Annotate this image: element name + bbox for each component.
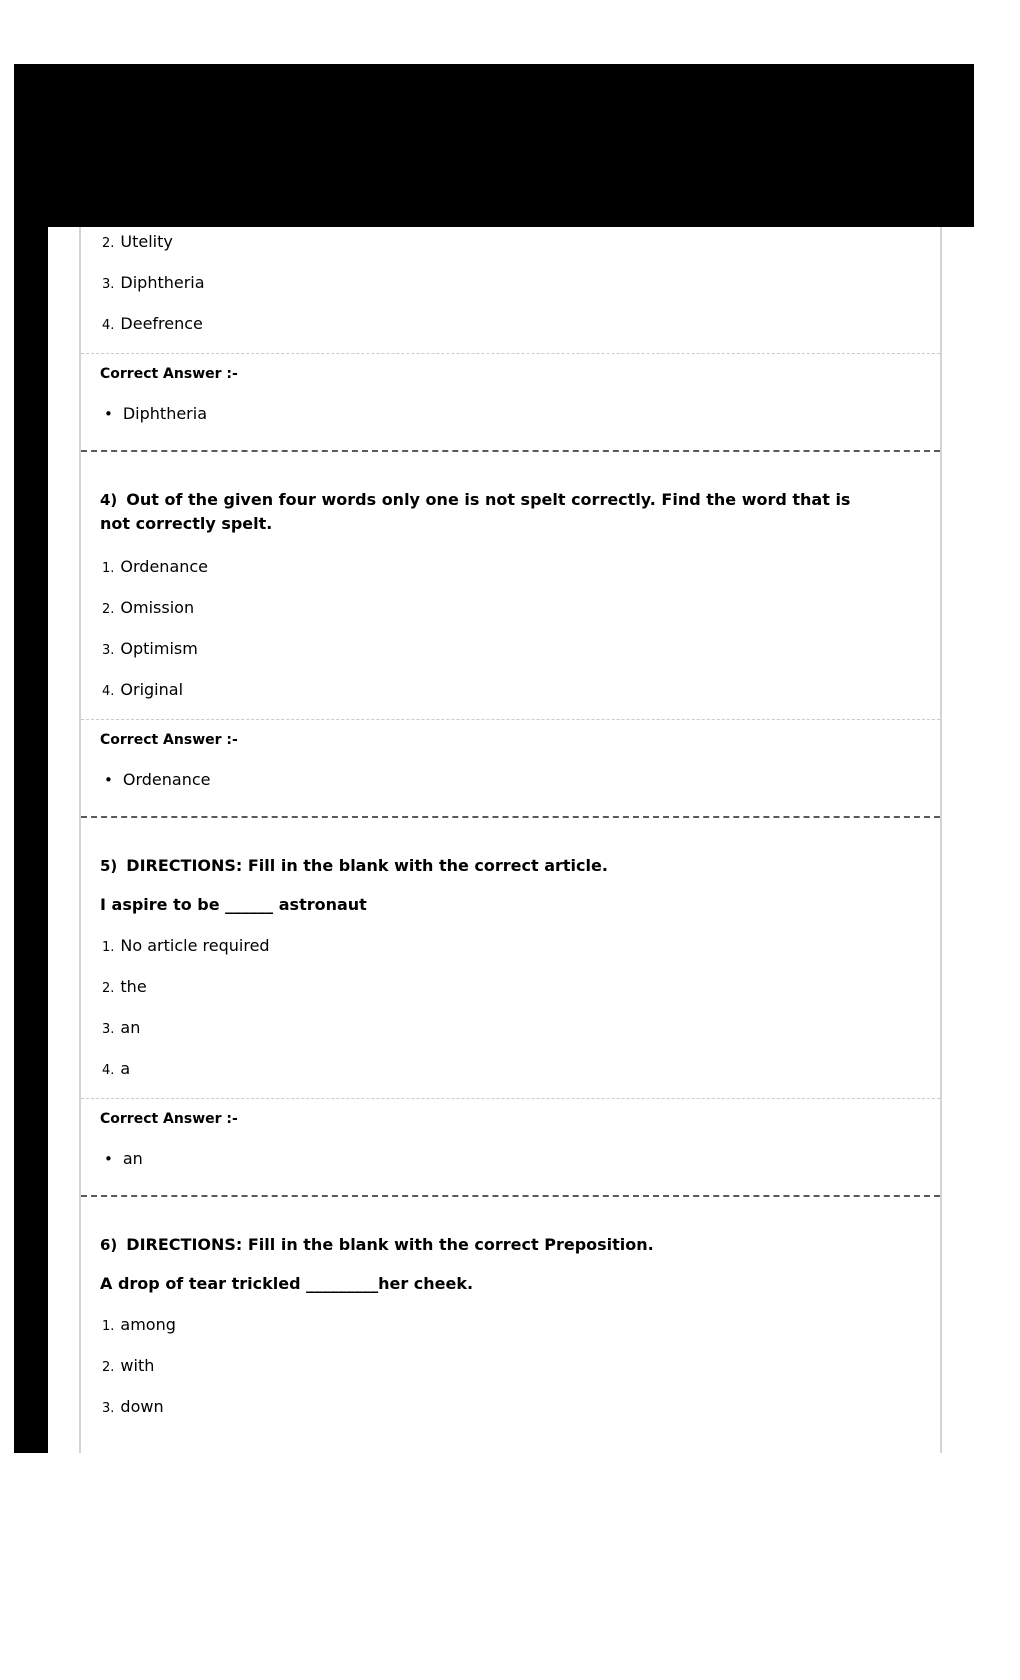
option-row (102, 1018, 940, 1038)
option-text: down (120, 1397, 164, 1416)
option-text: Deefrence (120, 314, 203, 333)
option-number: 2. (102, 236, 115, 251)
option-number: 2. (102, 981, 115, 996)
correct-answer-label: Correct Answer :- (100, 1111, 238, 1127)
option-number: 1. (102, 561, 115, 576)
option-row (102, 557, 940, 577)
bullet-icon: • (104, 771, 113, 789)
option-row (102, 1315, 940, 1335)
option-number: 3. (102, 1022, 115, 1037)
section-separator (81, 816, 940, 818)
option-row (102, 936, 940, 956)
option-text: Ordenance (120, 557, 209, 576)
option-number: 2. (102, 602, 115, 617)
correct-answer-label: Correct Answer :- (100, 366, 238, 382)
bullet-icon: • (104, 1150, 113, 1168)
option-row (102, 1397, 940, 1417)
option-text: with (120, 1356, 155, 1375)
question-title-text: DIRECTIONS: Fill in the blank with the correct Preposition. (126, 1235, 654, 1254)
redacted-header-region (14, 64, 974, 227)
question-block (81, 854, 940, 1079)
question-panel (79, 227, 942, 1453)
option-text: an (120, 1018, 141, 1037)
option-number: 3. (102, 643, 115, 658)
option-text: among (120, 1315, 176, 1334)
question-title-text: DIRECTIONS: Fill in the blank with the correct article. (126, 856, 608, 875)
option-number: 3. (102, 277, 115, 292)
option-number: 1. (102, 1319, 115, 1334)
question-title (100, 488, 862, 536)
option-row (102, 1356, 940, 1376)
option-text: Utelity (120, 232, 173, 251)
question-stem: I aspire to be ______ astronaut (100, 895, 367, 914)
answer-block (81, 719, 940, 816)
question-title-text: Out of the given four words only one is not spelt correctly. Find the word that is not correctly spelt. (100, 490, 851, 533)
question-title (100, 854, 862, 878)
option-number: 3. (102, 1401, 115, 1416)
option-number: 4. (102, 684, 115, 699)
correct-answer-line (104, 404, 940, 424)
option-text: a (120, 1059, 131, 1078)
option-text: No article required (120, 936, 270, 955)
question-stem: A drop of tear trickled _________her cheek. (100, 1274, 474, 1293)
option-number: 4. (102, 1063, 115, 1078)
question-number: 4) (100, 491, 118, 509)
option-row (102, 1059, 940, 1079)
question-block (81, 488, 940, 700)
question-number: 5) (100, 857, 118, 875)
option-row (102, 232, 940, 252)
question-block (81, 1233, 940, 1417)
option-row (102, 314, 940, 334)
option-text: the (120, 977, 147, 996)
bullet-icon: • (104, 405, 113, 423)
correct-answer-line (104, 1149, 940, 1169)
section-separator (81, 450, 940, 452)
option-number: 1. (102, 940, 115, 955)
question-options-section (81, 936, 940, 1079)
option-text: Optimism (120, 639, 198, 658)
option-text: Original (120, 680, 184, 699)
answer-block (81, 353, 940, 450)
option-text: Diphtheria (120, 273, 205, 292)
option-number: 4. (102, 318, 115, 333)
correct-answer-line (104, 770, 940, 790)
option-row (102, 977, 940, 997)
option-row (102, 598, 940, 618)
correct-answer-text: Diphtheria (122, 404, 208, 423)
correct-answer-label: Correct Answer :- (100, 732, 238, 748)
section-separator (81, 1195, 940, 1197)
option-text: Omission (120, 598, 195, 617)
option-row (102, 273, 940, 293)
correct-answer-text: an (122, 1149, 143, 1168)
correct-answer-text: Ordenance (122, 770, 211, 789)
question-number: 6) (100, 1236, 118, 1254)
option-number: 2. (102, 1360, 115, 1375)
redacted-left-bar-region (14, 227, 48, 1453)
option-row (102, 639, 940, 659)
question-options-section (81, 557, 940, 700)
question-options-section (81, 1315, 940, 1417)
answer-block (81, 1098, 940, 1195)
question-options-section (81, 227, 940, 334)
option-row (102, 680, 940, 700)
question-title (100, 1233, 862, 1257)
